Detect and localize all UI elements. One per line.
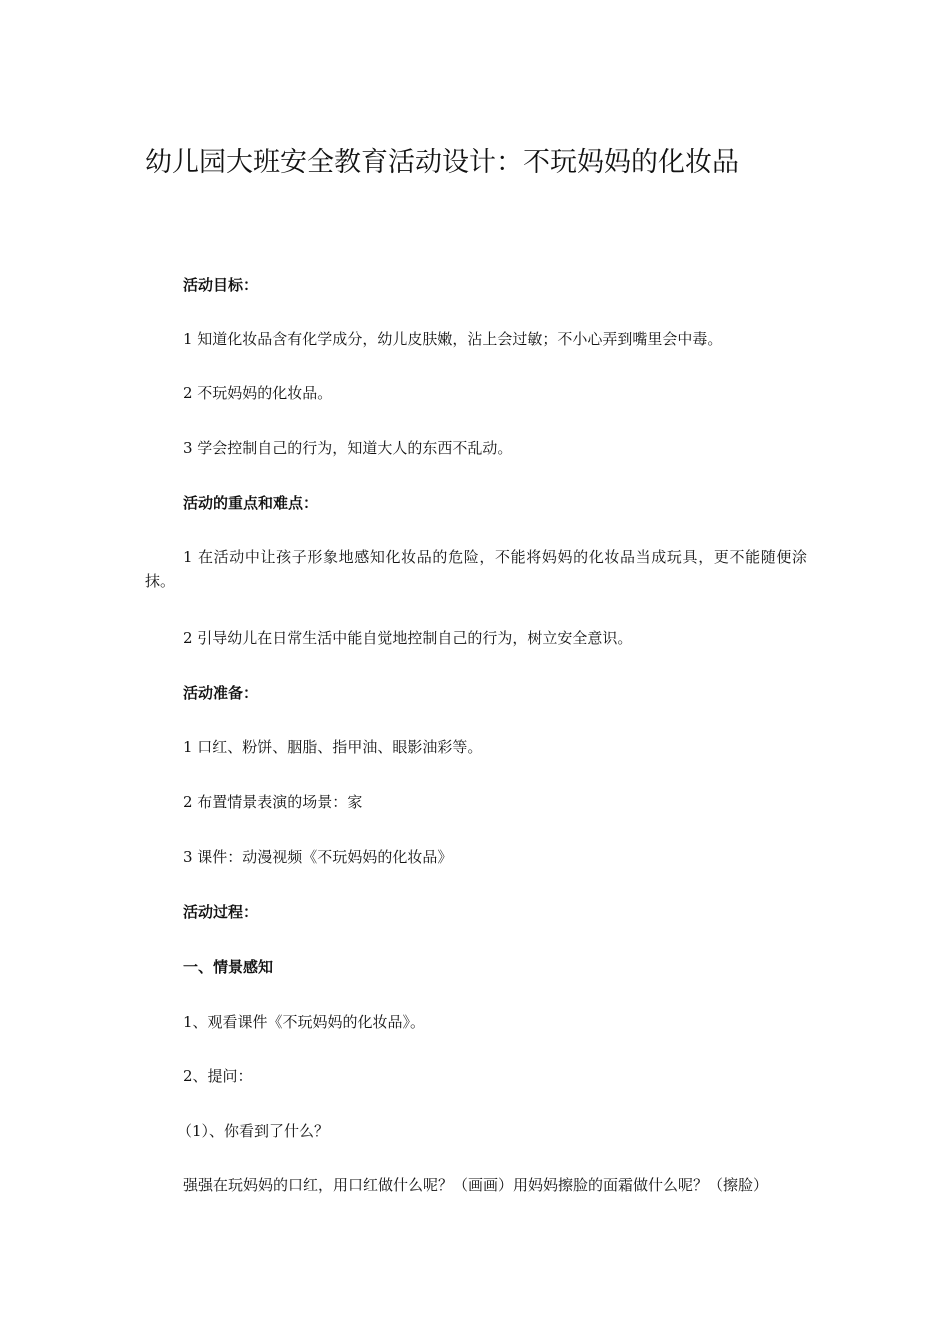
process-step-1: 1、观看课件《不玩妈妈的化妆品》。	[183, 1013, 426, 1031]
process-step-2: 2、提问：	[183, 1067, 253, 1085]
preparation-item-1: 1 口红、粉饼、胭脂、指甲油、眼影油彩等。	[183, 738, 483, 756]
preparation-item-3: 3 课件：动漫视频《不玩妈妈的化妆品》	[183, 848, 453, 866]
heading-activity-goals: 活动目标：	[183, 276, 259, 294]
key-point-1: 1 在活动中让孩子形象地感知化妆品的危险，不能将妈妈的化妆品当成玩具，更不能随便涂抹。	[145, 548, 807, 590]
goal-item-1: 1 知道化妆品含有化学成分，幼儿皮肤嫩，沾上会过敏；不小心弄到嘴里会中毒。	[183, 330, 723, 348]
question-1-detail: 强强在玩妈妈的口红，用口红做什么呢？（画画）用妈妈擦脸的面霜做什么呢？（擦脸）	[183, 1176, 769, 1194]
heading-process: 活动过程：	[183, 903, 259, 921]
section-scenario-perception: 一、情景感知	[183, 958, 274, 976]
key-point-2: 2 引导幼儿在日常生活中能自觉地控制自己的行为，树立安全意识。	[183, 629, 633, 647]
goal-item-3: 3 学会控制自己的行为，知道大人的东西不乱动。	[183, 439, 513, 457]
question-1: （1）、你看到了什么？	[177, 1122, 330, 1140]
heading-preparation: 活动准备：	[183, 684, 259, 702]
document-title: 幼儿园大班安全教育活动设计：不玩妈妈的化妆品	[145, 147, 739, 178]
goal-item-2: 2 不玩妈妈的化妆品。	[183, 384, 333, 402]
heading-key-points: 活动的重点和难点：	[183, 494, 319, 512]
preparation-item-2: 2 布置情景表演的场景：家	[183, 793, 363, 811]
